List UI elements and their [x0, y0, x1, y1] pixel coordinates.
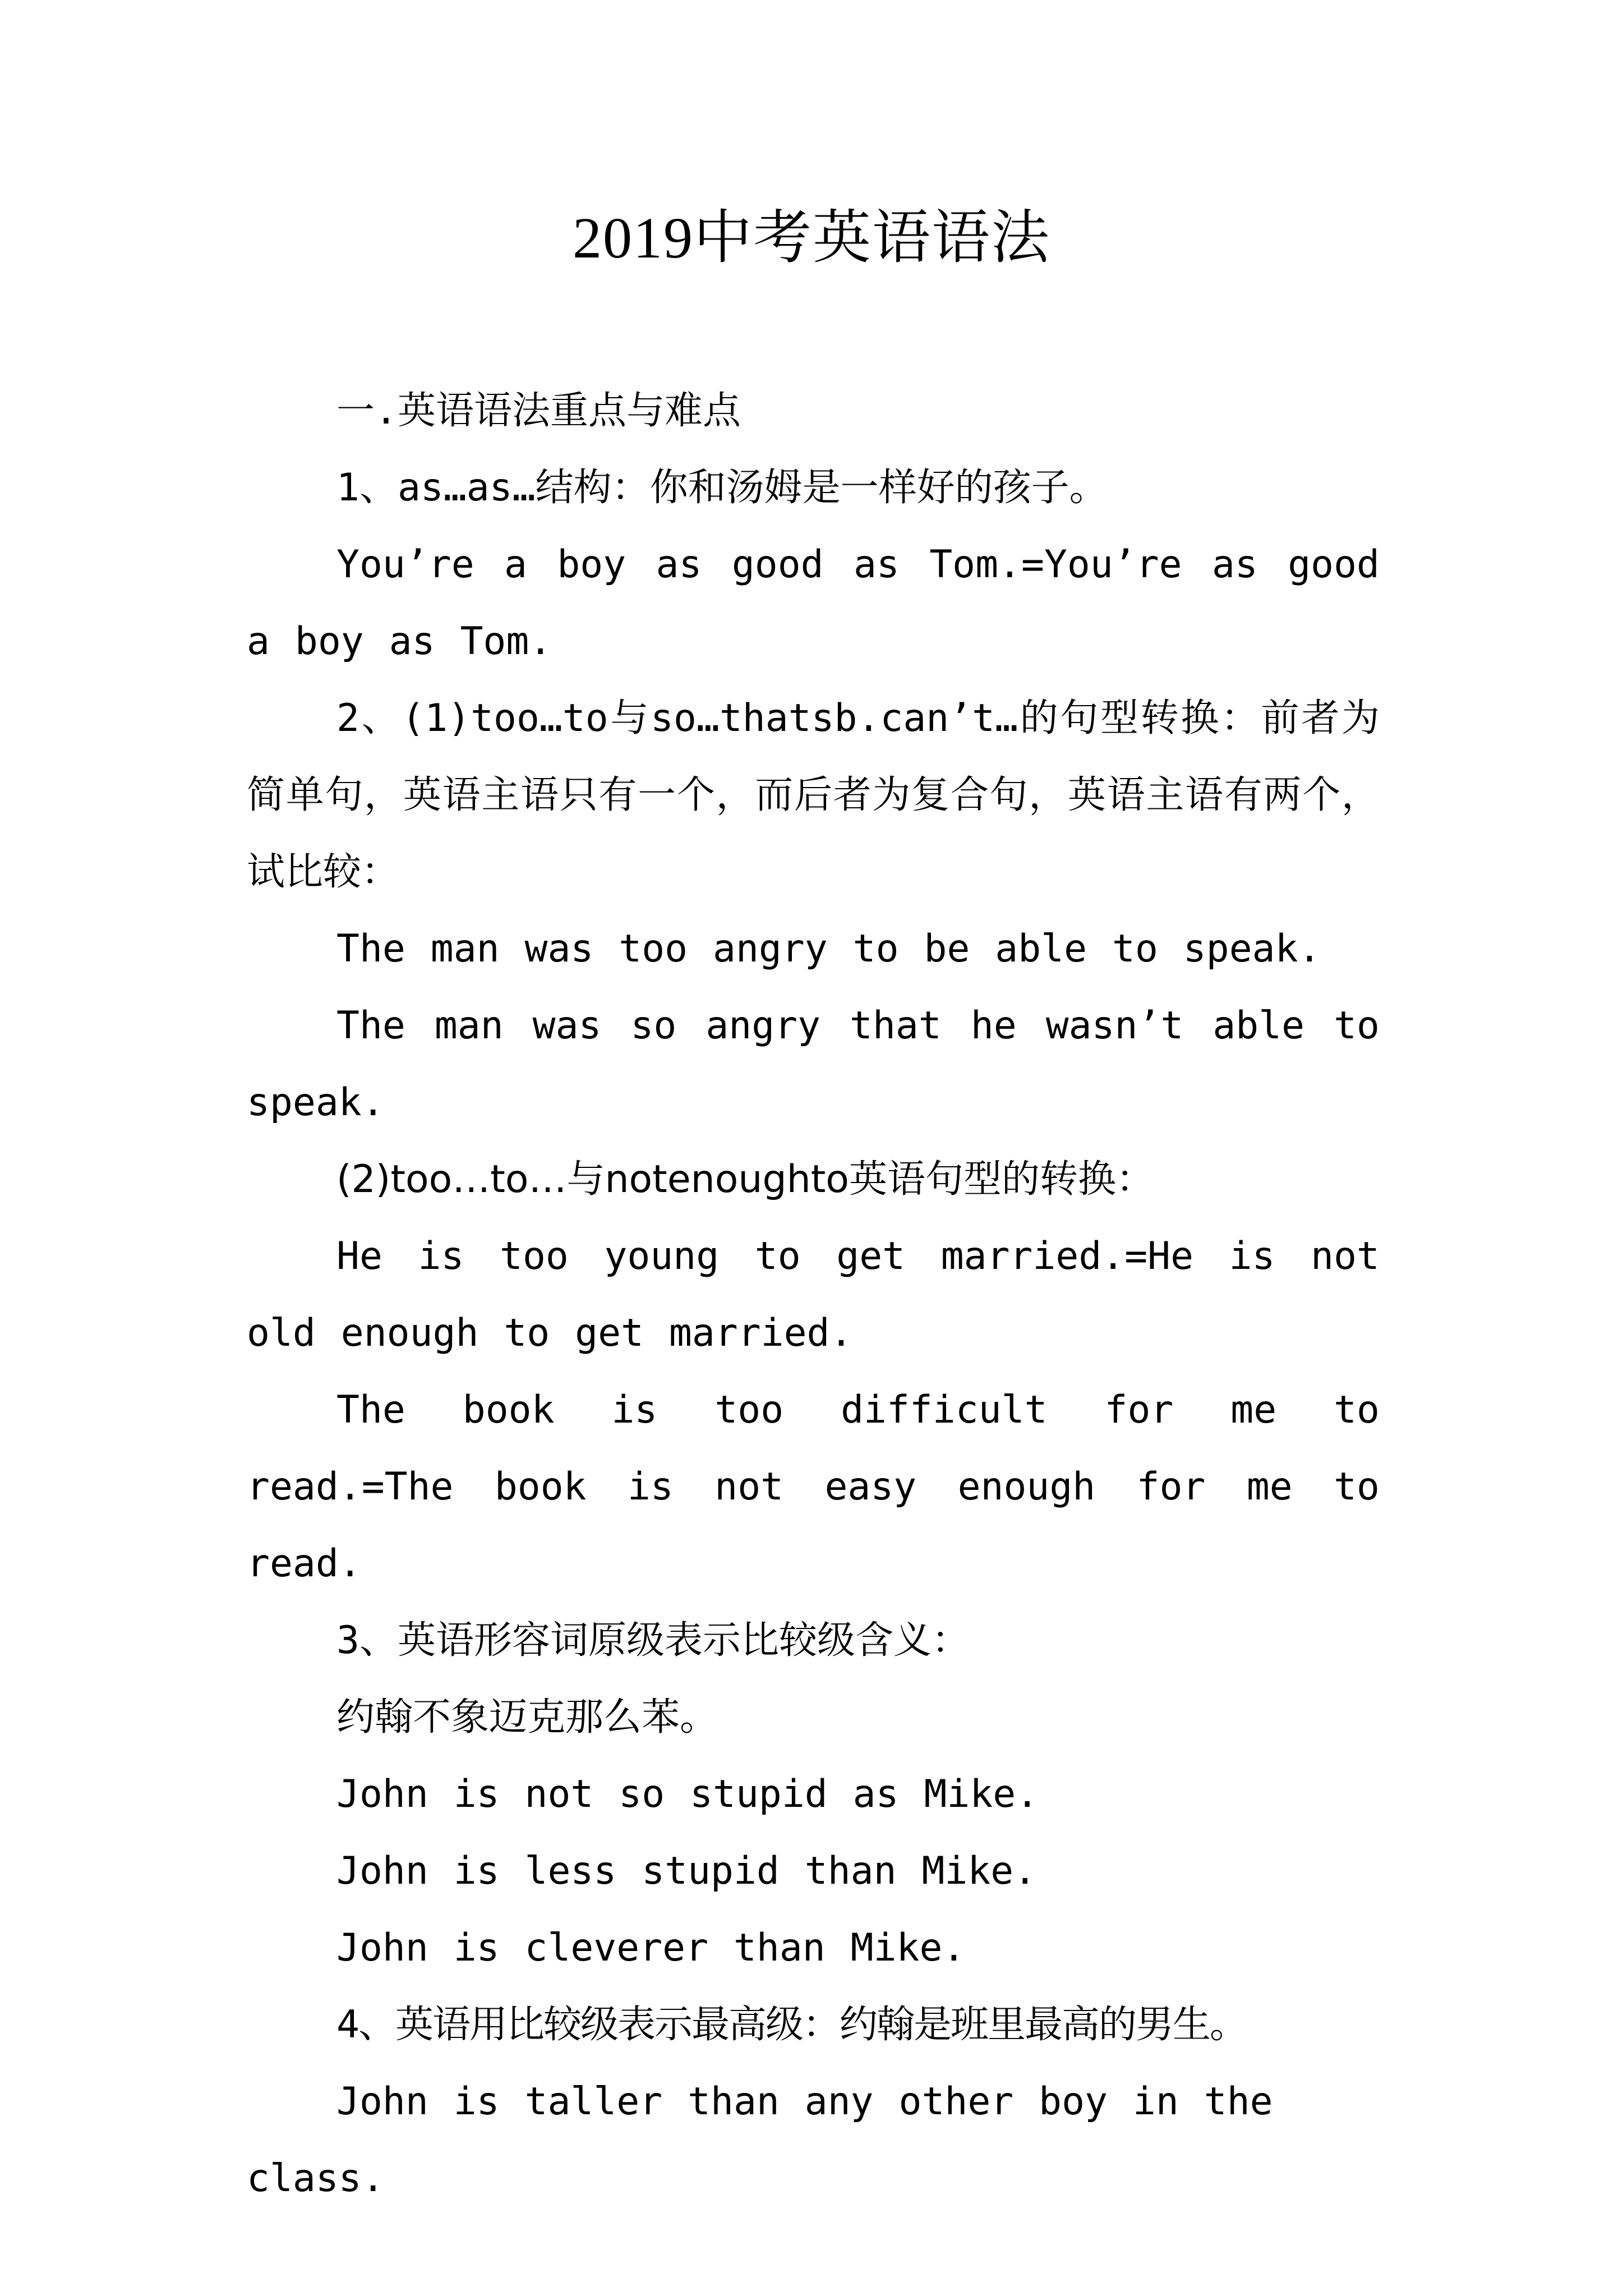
example-sentence: The man was so angry that he wasn’t able to speak.	[247, 1004, 1380, 1125]
paragraph-item-4: 4、英语用比较级表示最高级：约翰是班里最高的男生。	[336, 2003, 1247, 2047]
example-sentence: You’re a boy as good as Tom.=You’re as good a boy as Tom.	[247, 542, 1380, 664]
paragraph-item-2-sub: (2)too…to…与notenoughto英语句型的转换：	[336, 1157, 1154, 1202]
example-sentence: John is not so stupid as Mike.	[336, 1772, 1039, 1816]
example-sentence: John is cleverer than Mike.	[336, 1926, 966, 1970]
translation-line: 约翰不象迈克那么苯。	[336, 1695, 718, 1740]
example-sentence: John is less stupid than Mike.	[336, 1849, 1037, 1893]
example-sentence: The book is too difficult for me to read.=The book is not easy enough for me to read.	[247, 1388, 1380, 1586]
example-sentence: The man was too angry to be able to speak.	[336, 927, 1321, 971]
paragraph-item-2: 2、(1)too…to与so…thatsb.can’t…的句型转换：前者为简单句，英语主语只有一个，而后者为复合句，英语主语有两个，试比较：	[247, 696, 1380, 894]
section-heading: 一.英语语法重点与难点	[336, 389, 741, 433]
document-title: 2019中考英语语法	[572, 206, 1050, 270]
paragraph-item-1: 1、as…as…结构：你和汤姆是一样好的孩子。	[336, 466, 1108, 510]
example-sentence: John is taller than any other boy in the class.	[247, 2079, 1273, 2201]
paragraph-item-3: 3、英语形容词原级表示比较级含义：	[336, 1618, 970, 1663]
example-sentence: He is too young to get married.=He is not old enough to get married.	[247, 1234, 1380, 1355]
document-body	[247, 372, 1380, 2217]
